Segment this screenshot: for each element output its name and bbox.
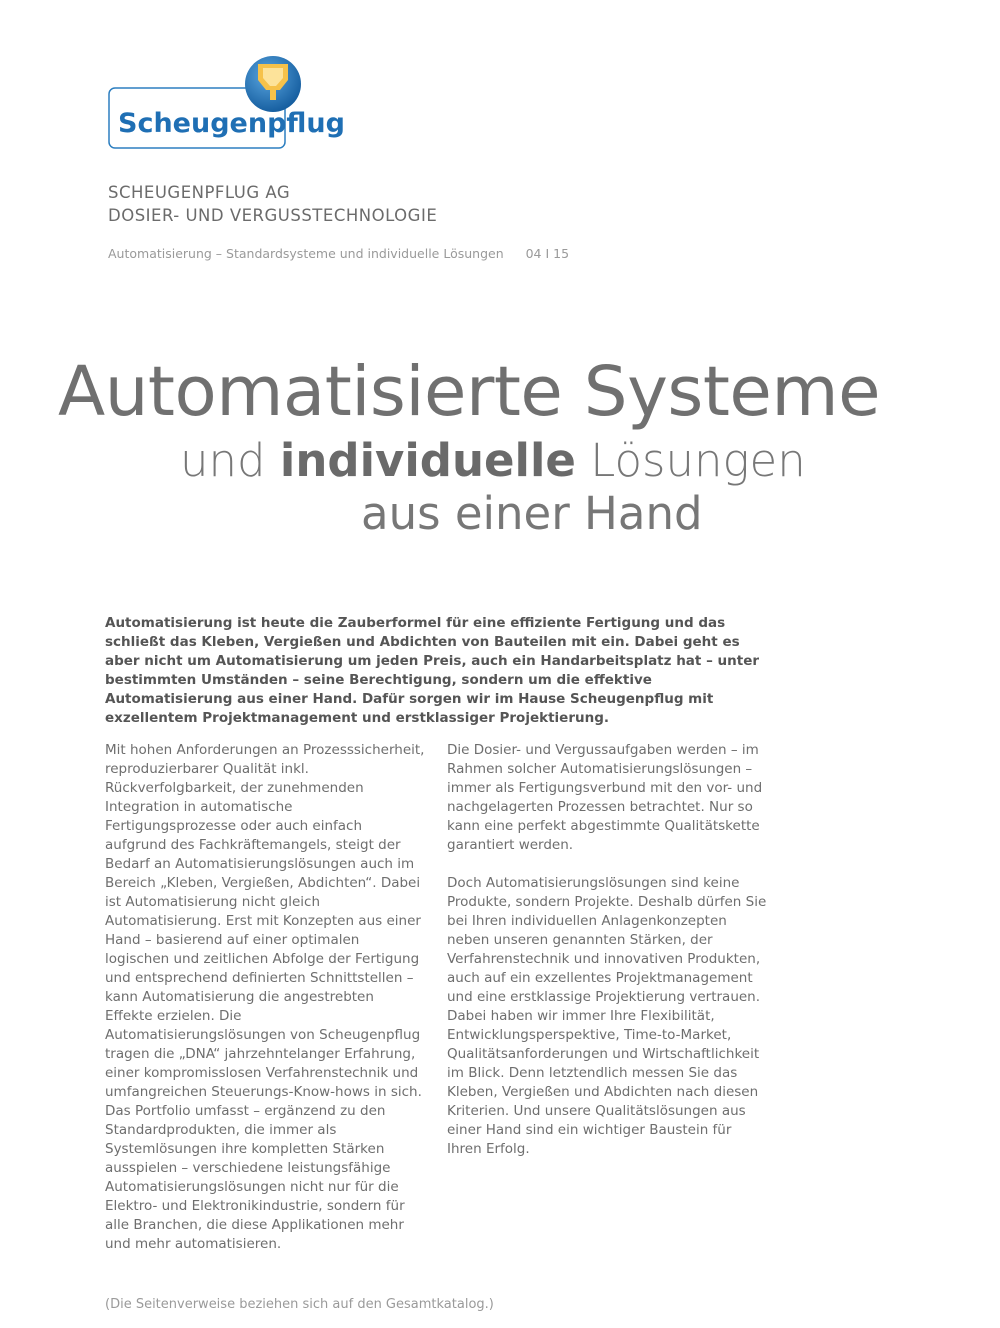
headline-line1: Automatisierte Systeme xyxy=(58,352,881,432)
company-name: SCHEUGENPFLUG AG xyxy=(108,183,291,202)
company-division: DOSIER- UND VERGUSSTECHNOLOGIE xyxy=(108,206,438,225)
company-logo xyxy=(108,50,345,152)
headline-line3: aus einer Hand xyxy=(361,487,703,540)
headline-line2 xyxy=(180,432,806,490)
column-right-paragraph-1: Die Dosier- und Vergussaufgaben werden – im Rahmen solcher Automatisierungslösungen – immer als Fertigungsverbund mit den vor- und nachgelagerten Prozessen betrachtet. Nur so kann eine perfekt abgestimmte Qualitätskette garantiert werden. xyxy=(447,742,763,853)
column-left-paragraph: Mit hohen Anforderungen an Prozesssicherheit, reproduzierbarer Qualität inkl. Rückverfolgbarkeit, der zunehmenden Integration in automatische Fertigungsprozesse oder auch einfach aufgrund des Fachkräftemangels, steigt der Bedarf an Automatisierungslösungen auch im Bereich „Kleben, Vergießen, Abdichten“. Dabei ist Automatisierung nicht gleich Automatisierung. Erst mit Konzepten aus einer Hand – basierend auf einer optimalen logischen und zeitlichen Abfolge der Fertigung und entsprechend definierten Schnittstellen – kann Automatisierung die angestrebten Effekte erzielen. Die Automatisierungslösungen von Scheugenpflug tragen die „DNA“ jahrzehntelanger Erfahrung, einer kompromisslosen Verfahrenstechnik und umfangreichen Steuerungs-Know-hows in sich. Das Portfolio umfasst – ergänzend zu den Standardprodukten, die immer als Systemlösungen ihre kompletten Stärken ausspielen – verschiedene leistungsfähige Automatisierungslösungen nicht nur für die Elektro- und Elektronikindustrie, sondern für alle Branchen, die diese Applikationen mehr und mehr automatisieren. xyxy=(105,742,425,1252)
text-column-right xyxy=(447,741,767,1178)
intro-paragraph: Automatisierung ist heute die Zauberformel für eine effiziente Fertigung und das schließt das Kleben, Vergießen und Abdichten von Bauteilen mit ein. Dabei geht es aber nicht um Automatisierung um jeden Preis, auch ein Handarbeitsplatz hat – unter bestimmten Umständen – seine Berechtigung, sondern um die effektive Automatisierung aus einer Hand. Dafür sorgen wir im Hause Scheugenpflug mit exzellentem Projektmanagement und erstklassiger Projektierung. xyxy=(105,615,760,726)
logo-text: Scheugenpflug xyxy=(118,108,345,139)
page-numbers: 04 I 15 xyxy=(525,246,570,261)
headline-line2-pre: und xyxy=(180,434,280,487)
headline-line2-bold: individuelle xyxy=(279,434,576,487)
footer-note: (Die Seitenverweise beziehen sich auf den Gesamtkatalog.) xyxy=(105,1297,494,1312)
text-column-left xyxy=(105,741,425,1273)
column-right-paragraph-2: Doch Automatisierungslösungen sind keine Produkte, sondern Projekte. Deshalb dürfen Sie bei Ihren individuellen Anlagenkonzepten neben unseren genannten Stärken, der Verfahrenstechnik und innovativen Produkten, auch auf ein exzellentes Projektmanagement und eine erstklassige Projektierung vertrauen. Dabei haben wir immer Ihre Flexibilität, Entwicklungsperspektive, Time-to-Market, Qualitätsanforderungen und Wirtschaftlichkeit im Blick. Denn letztendlich messen Sie das Kleben, Vergießen und Abdichten nach diesen Kriterien. Und unsere Qualitätslösungen aus einer Hand sind ein wichtiger Baustein für Ihren Erfolg. xyxy=(447,875,767,1157)
subline-text: Automatisierung – Standardsysteme und individuelle Lösungen xyxy=(108,246,504,261)
headline-line2-post: Lösungen xyxy=(575,434,806,487)
catalog-subline xyxy=(108,246,569,261)
company-header xyxy=(108,181,437,227)
